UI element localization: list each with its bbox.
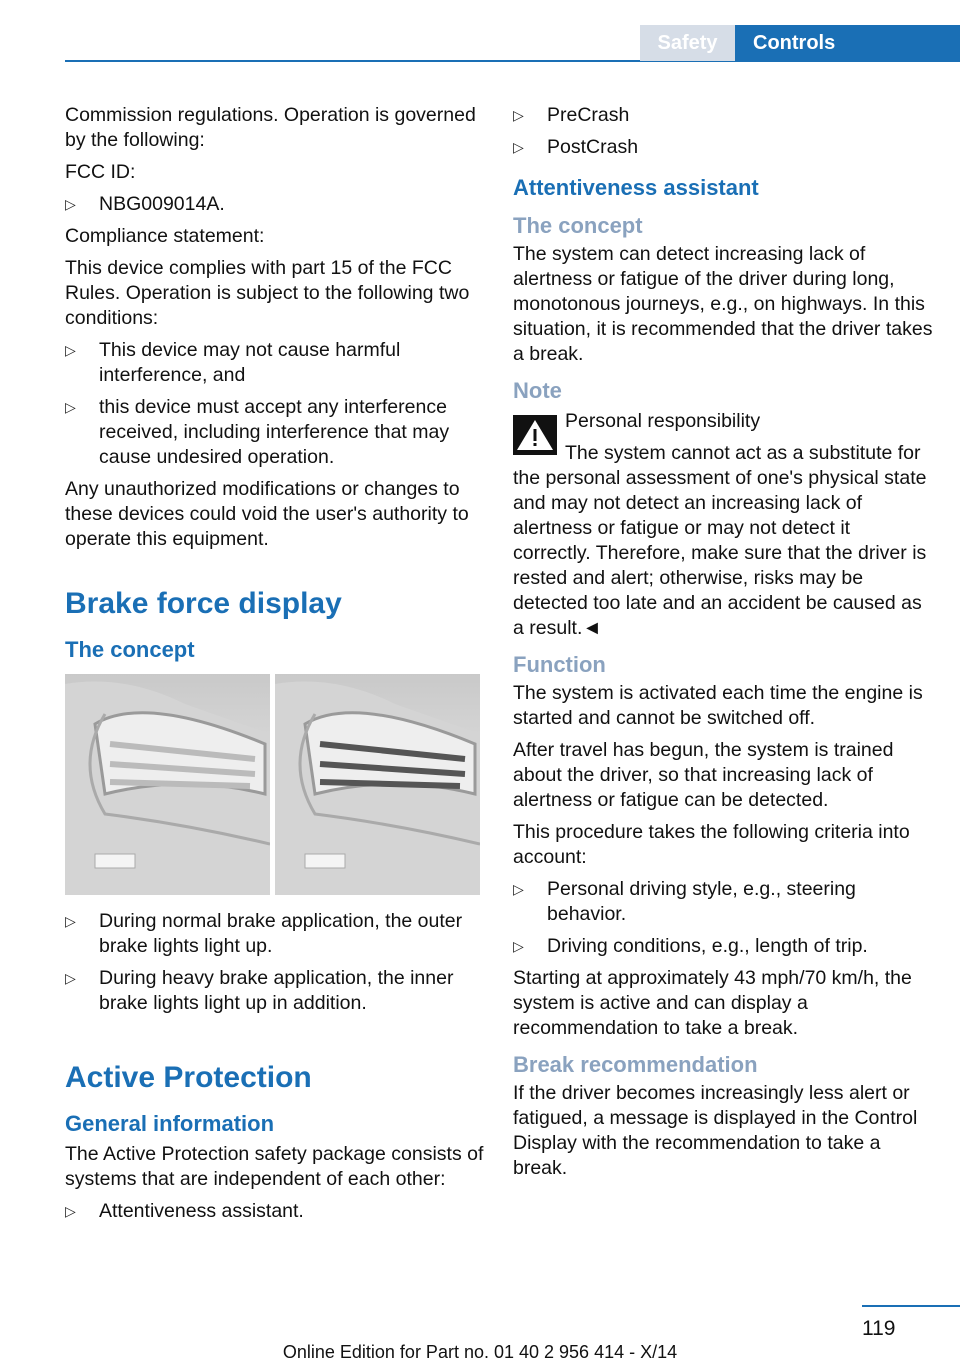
- edition-text: Online Edition for Part no. 01 40 2 956 414 - X/14: [282, 1342, 678, 1362]
- break-recommendation-heading: Break recommendation: [513, 1052, 758, 1077]
- brake-force-heading: Brake force display: [65, 587, 342, 620]
- criteria-list: [513, 877, 933, 959]
- right-column: [513, 103, 933, 1188]
- triangle-right-icon: ▷: [513, 938, 524, 954]
- brake-light-normal-image: [65, 674, 270, 895]
- function-text-2: After travel has begun, the system is trained about the driver, so that increasing lack of alertness or fatigue can be detected.: [513, 739, 894, 811]
- triangle-right-icon: ▷: [513, 881, 524, 897]
- fcc-label: FCC ID:: [65, 161, 136, 183]
- list-item: ▷ During normal brake application, the outer brake lights light up.: [65, 910, 463, 957]
- warning-text: The system cannot act as a substitute for the personal assessment of one's physical state and may not detect an increasing lack of alertness or fatigue or may not detect it correctly. Therefore, make sure that the driver is rested and alert; otherwise, risks may be detected too late and an accident be caused as a result.◄: [513, 442, 927, 639]
- left-column: [65, 103, 485, 1231]
- triangle-right-icon: ▷: [65, 399, 76, 415]
- list-item: ▷ Personal driving style, e.g., steering behavior.: [513, 878, 856, 925]
- compliance-text: This device complies with part 15 of the FCC Rules. Operation is subject to the following two conditions:: [65, 257, 470, 329]
- modification-text: Any unauthorized modifications or changes to these devices could void the user's authority to operate this equipment.: [65, 478, 469, 550]
- page-number: 119: [862, 1317, 896, 1340]
- warning-title: Personal responsibility: [565, 410, 761, 432]
- break-text: If the driver becomes increasingly less alert or fatigued, a message is displayed in the Control Display with the recommendation to take a break.: [513, 1082, 918, 1179]
- compliance-label: Compliance statement:: [65, 225, 265, 247]
- general-info-heading: General information: [65, 1111, 275, 1136]
- list-item: ▷ PostCrash: [513, 136, 639, 158]
- active-list-continued: [513, 103, 933, 160]
- list-item: ▷ During heavy brake application, the inner brake lights light up in addition.: [65, 967, 454, 1014]
- tail-light-drawing: [275, 674, 480, 895]
- start-text: Starting at approximately 43 mph/70 km/h, the system is active and can display a recommendation to take a break.: [513, 967, 912, 1039]
- triangle-right-icon: ▷: [513, 107, 524, 123]
- tab-controls[interactable]: Controls: [735, 25, 960, 61]
- list-item: ▷ Attentiveness assistant.: [65, 1200, 304, 1222]
- concept-text: The system can detect increasing lack of alertness or fatigue of the driver during long, monotonous journeys, e.g., on highways. In this situation, it is recommended that the driver takes a break.: [513, 243, 933, 365]
- list-item: ▷ NBG009014A.: [65, 193, 225, 215]
- intro-text: Commission regulations. Operation is governed by the following:: [65, 104, 476, 151]
- warning-block: [513, 409, 933, 641]
- list-item: ▷ This device may not cause harmful interference, and: [65, 339, 401, 386]
- footer-rule: [862, 1305, 960, 1307]
- function-text-3: This procedure takes the following criteria into account:: [513, 821, 910, 868]
- triangle-right-icon: ▷: [65, 1203, 76, 1219]
- attentiveness-heading: Attentiveness assistant: [513, 175, 759, 200]
- triangle-right-icon: ▷: [65, 342, 76, 358]
- function-heading: Function: [513, 652, 606, 677]
- triangle-right-icon: ▷: [65, 196, 76, 212]
- list-item: ▷ PreCrash: [513, 104, 630, 126]
- active-protection-heading: Active Protection: [65, 1061, 312, 1094]
- triangle-right-icon: ▷: [65, 913, 76, 929]
- note-heading: Note: [513, 378, 562, 403]
- tail-light-drawing: [65, 674, 270, 895]
- general-text: The Active Protection safety package consists of systems that are independent of each other:: [65, 1143, 484, 1190]
- concept-heading: The concept: [513, 213, 643, 238]
- brake-light-figure: [65, 674, 480, 895]
- active-list: [65, 1199, 485, 1224]
- list-item: ▷ this device must accept any interference received, including interference that may cause undesired operation.: [65, 396, 450, 468]
- brake-concept-heading: The concept: [65, 637, 195, 662]
- list-item: ▷ Driving conditions, e.g., length of trip.: [513, 935, 868, 957]
- warning-triangle-icon: [513, 415, 557, 455]
- brake-list: [65, 909, 485, 1016]
- triangle-right-icon: ▷: [513, 139, 524, 155]
- tab-safety[interactable]: Safety: [640, 25, 735, 61]
- brake-light-heavy-image: [275, 674, 480, 895]
- fcc-list: [65, 192, 485, 217]
- triangle-right-icon: ▷: [65, 970, 76, 986]
- conditions-list: [65, 338, 485, 470]
- function-text-1: The system is activated each time the engine is started and cannot be switched off.: [513, 682, 923, 729]
